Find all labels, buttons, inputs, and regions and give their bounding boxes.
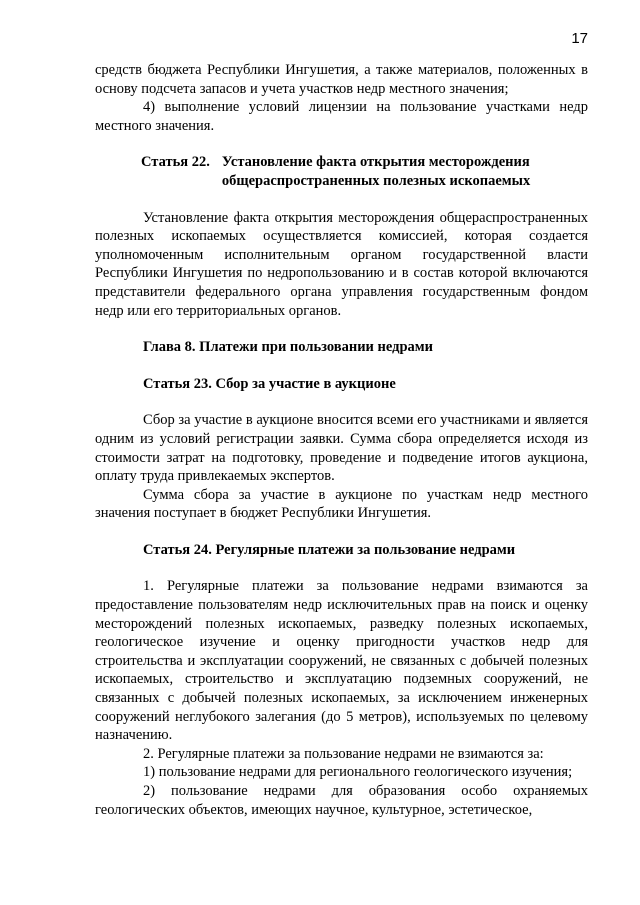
- paragraph: Сумма сбора за участие в аукционе по участкам недр местного значения поступает в бюджет Республики Ингушетия.: [95, 486, 588, 522]
- article-24-heading: Статья 24. Регулярные платежи за пользование недрами: [143, 541, 516, 558]
- article-title-line1: Установление факта открытия месторождения: [221, 154, 530, 171]
- article-22-heading: [95, 153, 588, 190]
- list-item: 1) пользование недрами для регионального геологического изучения;: [143, 764, 573, 781]
- article-number: Статья 22.: [141, 154, 210, 171]
- paragraph: средств бюджета Республики Ингушетия, а также материалов, положенных в основу подсчета запасов и учета участков недр местного значения;: [95, 62, 588, 97]
- document-body: [95, 61, 588, 819]
- paragraph: 1. Регулярные платежи за пользование недрами взимаются за предоставление пользователям недр исключительных прав на поиск и оценку месторождений полезных ископаемых, разведку полезных ископаемых, геологическое изучение и оценку пригодности участков недр для строительства и эксплуатации сооружений, не связанных с добычей полезных ископаемых, строительство и эксплуатацию подземных сооружений, не связанных с добычей полезных ископаемых, за исключением инженерных сооружений неглубокого залегания (до 5 метров), используемых по целевому назначению.: [95, 578, 588, 744]
- article-23-heading: Статья 23. Сбор за участие в аукционе: [143, 375, 396, 392]
- list-item: 2) пользование недрами для образования особо охраняемых геологических объектов, имеющих научное, культурное, эстетическое,: [95, 783, 588, 818]
- paragraph: 4) выполнение условий лицензии на пользование участками недр местного значения.: [95, 99, 588, 134]
- paragraph: 2. Регулярные платежи за пользование недрами не взимаются за:: [143, 745, 544, 762]
- page-number: 17: [571, 30, 588, 47]
- article-title-line2: общераспространенных полезных ископаемых: [221, 172, 531, 189]
- paragraph: Установление факта открытия месторождения общераспространенных полезных ископаемых осуществляется комиссией, которая создается уполномоченным исполнительным органом государственной власти Республики Ингушетия по недропользованию и в состав которой включаются представители федерального органа управления государственным фондом недр или его территориальных органов.: [95, 209, 588, 319]
- paragraph: Сбор за участие в аукционе вносится всеми его участниками и является одним из условий регистрации заявки. Сумма сбора определяется исходя из стоимости затрат на подготовку, проведение и подведение итогов аукциона, оплату труда привлекаемых экспертов.: [95, 412, 588, 485]
- chapter-8-heading: Глава 8. Платежи при пользовании недрами: [143, 339, 434, 356]
